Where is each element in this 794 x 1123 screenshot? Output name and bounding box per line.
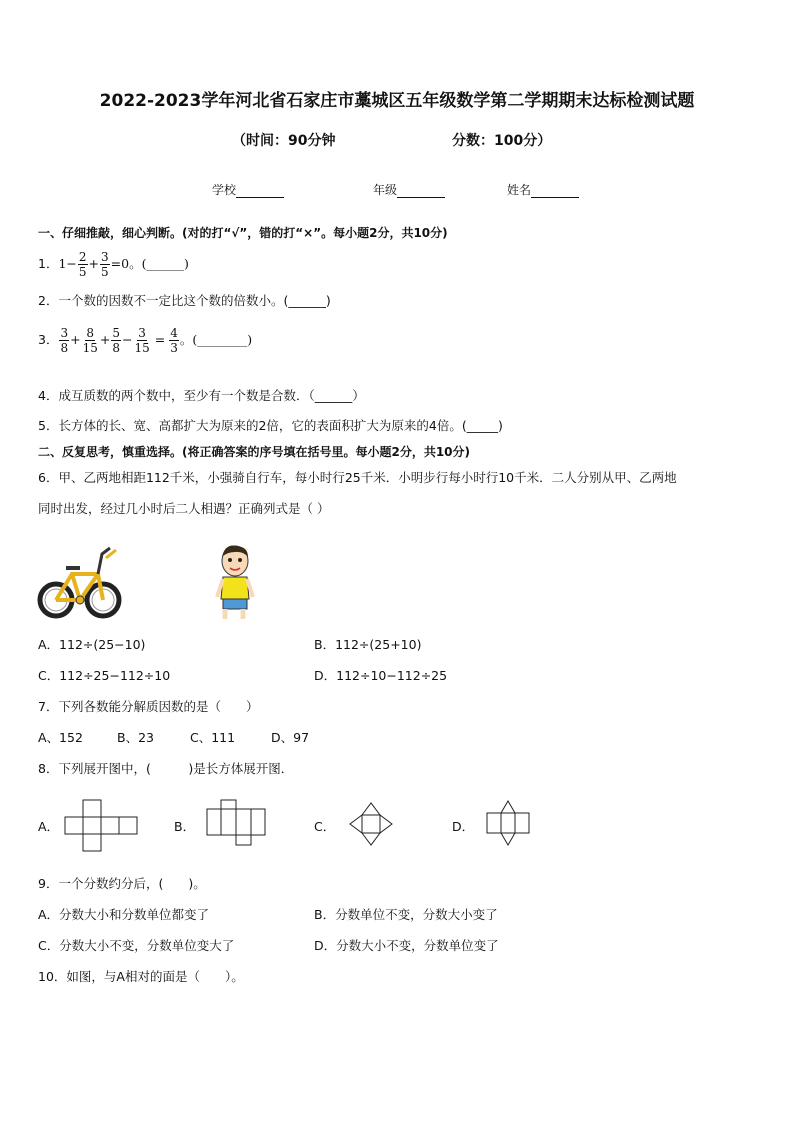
q1-plus: + xyxy=(88,256,100,271)
school-field xyxy=(212,181,284,198)
section2-heading: 二、反复思考，慎重选择。(将正确答案的序号填在括号里。每小题2分，共10分) xyxy=(38,445,471,459)
q1-fraction-2: $\frac{3}{5}$ xyxy=(101,250,109,279)
q1-fraction-1: $\frac{2}{5}$ xyxy=(78,250,87,279)
name-label: 姓名 xyxy=(507,183,532,197)
question-9: 9．一个分数约分后，( )。 xyxy=(38,876,206,891)
q3-number: 3． xyxy=(38,332,59,347)
q7-option-b[interactable]: B、23 xyxy=(117,730,154,745)
question-1 xyxy=(38,251,189,278)
grade-blank[interactable] xyxy=(397,185,445,198)
q7-option-d[interactable]: D、97 xyxy=(271,730,310,745)
q3-op-3: − xyxy=(121,332,133,347)
exam-time: （时间：90分钟 xyxy=(232,133,336,149)
q1-number: 1． xyxy=(38,256,59,271)
name-blank[interactable] xyxy=(531,185,579,198)
question-4: 4．成互质数的两个数中，至少有一个数是合数．（______） xyxy=(38,388,365,403)
q3-fraction-5: $\frac{4}{3}$ xyxy=(170,326,178,355)
school-blank[interactable] xyxy=(236,185,284,198)
q8-net-b xyxy=(207,799,265,847)
q9-option-d[interactable]: D．分数大小不变，分数单位变了 xyxy=(314,938,499,953)
bicycle-icon xyxy=(36,544,124,622)
q3-equals: = xyxy=(154,332,166,347)
q3-fraction-4: $\frac{3}{15}$ xyxy=(134,326,150,355)
q6-option-c[interactable]: C．112÷25−112÷10 xyxy=(38,668,171,683)
q8-net-c xyxy=(349,802,393,846)
school-label: 学校 xyxy=(212,183,237,197)
q3-answer-blank[interactable]: 。(________) xyxy=(179,332,253,347)
question-6-line-1: 6．甲、乙两地相距112千米，小强骑自行车，每小时行25千米．小明步行每小时行10千米．二人分别从甲、乙两地 xyxy=(38,470,677,485)
q8-option-b-label[interactable]: B． xyxy=(174,819,196,834)
q1-answer-blank[interactable]: =0。(______) xyxy=(110,256,189,271)
question-5: 5．长方体的长、宽、高都扩大为原来的2倍，它的表面积扩大为原来的4倍。(_____) xyxy=(38,418,503,433)
section1-heading: 一、仔细推敲，细心判断。(对的打“√”，错的打“×”。每小题2分，共10分) xyxy=(38,226,448,240)
question-8: 8．下列展开图中，( )是长方体展开图． xyxy=(38,761,294,776)
q7-option-a[interactable]: A、152 xyxy=(38,730,83,745)
q8-option-c-label[interactable]: C． xyxy=(314,819,336,834)
q8-net-a xyxy=(65,799,137,851)
page-title: 2022-2023学年河北省石家庄市藁城区五年级数学第二学期期末达标检测试题 xyxy=(99,91,695,111)
name-field xyxy=(507,181,579,198)
q1-term: 1− xyxy=(58,256,77,271)
exam-score: 分数：100分） xyxy=(452,133,552,149)
q3-op-2: + xyxy=(99,332,111,347)
q9-option-c[interactable]: C．分数大小不变，分数单位变大了 xyxy=(38,938,235,953)
q9-option-b[interactable]: B．分数单位不变，分数大小变了 xyxy=(314,907,498,922)
q8-net-d xyxy=(486,799,530,847)
q7-option-c[interactable]: C、111 xyxy=(190,730,236,745)
question-7: 7．下列各数能分解质因数的是（ ） xyxy=(38,699,259,714)
question-2: 2．一个数的因数不一定比这个数的倍数小。(______) xyxy=(38,293,331,308)
q3-op-1: + xyxy=(70,332,81,347)
q6-option-b[interactable]: B．112÷(25+10) xyxy=(314,637,422,652)
q6-option-d[interactable]: D．112÷10−112÷25 xyxy=(314,668,448,683)
q8-option-d-label[interactable]: D． xyxy=(452,819,475,834)
q3-fraction-1: $\frac{3}{8}$ xyxy=(60,326,69,355)
q9-option-a[interactable]: A．分数大小和分数单位都变了 xyxy=(38,907,210,922)
question-6-line-2: 同时出发，经过几小时后二人相遇？正确列式是（ ） xyxy=(38,501,330,516)
q3-fraction-3: $\frac{5}{8}$ xyxy=(112,326,120,355)
question-10: 10．如图，与A相对的面是（ ）。 xyxy=(38,969,244,984)
q6-option-a[interactable]: A．112÷(25−10) xyxy=(38,637,146,652)
grade-label: 年级 xyxy=(373,183,398,197)
question-3 xyxy=(38,327,252,354)
boy-icon xyxy=(215,543,257,621)
q8-option-a-label[interactable]: A． xyxy=(38,819,60,834)
q3-fraction-2: $\frac{8}{15}$ xyxy=(82,326,98,355)
grade-field xyxy=(373,181,445,198)
